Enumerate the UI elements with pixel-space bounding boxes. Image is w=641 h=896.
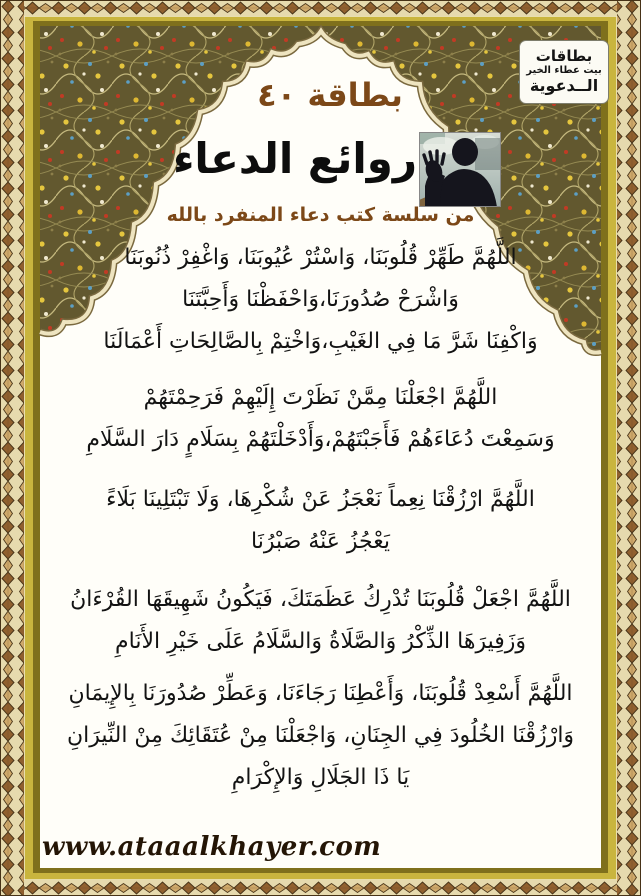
praying-person-photo (419, 132, 501, 207)
prayer-line: اللَّهُمَّ اجْعَلْنَا مِمَّنْ نَظَرْتَ إِلَيْهِمْ فَرَحِمْتَهُمْ (143, 385, 498, 410)
publisher-badge-line3: الــدعوية (529, 75, 599, 95)
prayer-line: اللَّهُمَّ ارْزُقْنَا نِعِماً نَعْجَزُ عَنْ شُكْرِهَا، وَلَا تَبْتَلِينَا بَلَاءً (106, 487, 535, 512)
prayer-line: يَعْجُزُ عَنْهُ صَبْرُنَا (251, 529, 390, 554)
prayer-line: اللَّهُمَّ اجْعَلْ قُلُوبَنَا تُدْرِكُ عَظَمَتَكَ، فَيَكُونُ شَهِيقَهَا القُرْءَانُ (70, 587, 571, 612)
series-subtitle: من سلسة كتب دعاء المنفرد بالله (166, 204, 475, 226)
prayer-line: وَزَفِيرَهَا الذِّكْرُ وَالصَّلَاةُ وَالسَّلَامُ عَلَى خَيْرِ الأَنَامِ (115, 629, 527, 654)
prayer-line: وَسَمِعْتَ دُعَاءَهُمْ فَأَجَبْتَهُمْ،وَأَدْخَلْتَهُمْ بِسَلَامٍ دَارَ السَّلَامِ (86, 427, 555, 452)
page-title: روائع الدعاء (172, 134, 418, 183)
prayer-paragraph (86, 377, 554, 461)
publisher-badge-line1: بطاقات (535, 47, 593, 66)
card-number: بطاقة ٤٠ (257, 76, 403, 114)
prayer-paragraph (103, 237, 537, 363)
prayer-paragraph (67, 673, 574, 799)
prayer-paragraph (106, 479, 535, 563)
prayer-paragraph (70, 579, 571, 663)
website-url: www.ataaalkhayer.com (42, 832, 382, 862)
prayer-line: وَاشْرَحْ صُدُورَنَا،وَاحْفَظْنَا وَأَحِبَّتَنَا (182, 287, 459, 312)
prayer-line: وَاكْفِنَا شَرَّ مَا فِي الغَيْبِ،وَاخْتِمْ بِالصَّالِحَاتِ أَعْمَالَنَا (103, 329, 538, 354)
prayer-text-block (40, 237, 601, 799)
prayer-line: يَا ذَا الجَلَالِ وَالإِكْرَامِ (231, 765, 410, 790)
prayer-line: وَارْزُقْنَا الخُلُودَ فِي الجِنَانِ، وَاجْعَلْنَا مِنْ عُتَقَائِكَ مِنْ النِّيرَانِ (66, 723, 575, 748)
publisher-badge-line2: بيت عطاء الخير (526, 65, 602, 77)
prayer-line: اللَّهُمَّ طَهِّرْ قُلُوبَنَا، وَاسْتُرْ عُيُوبَنَا، وَاغْفِرْ ذُنُوبَنَا (124, 245, 517, 270)
prayer-line: اللَّهُمَّ أَسْعِدْ قُلُوبَنَا، وَأَعْطِنَا رَجَاءَنَا، وَعَطِّرْ صُدُورَنَا بِالإِيمَانِ (68, 681, 573, 706)
